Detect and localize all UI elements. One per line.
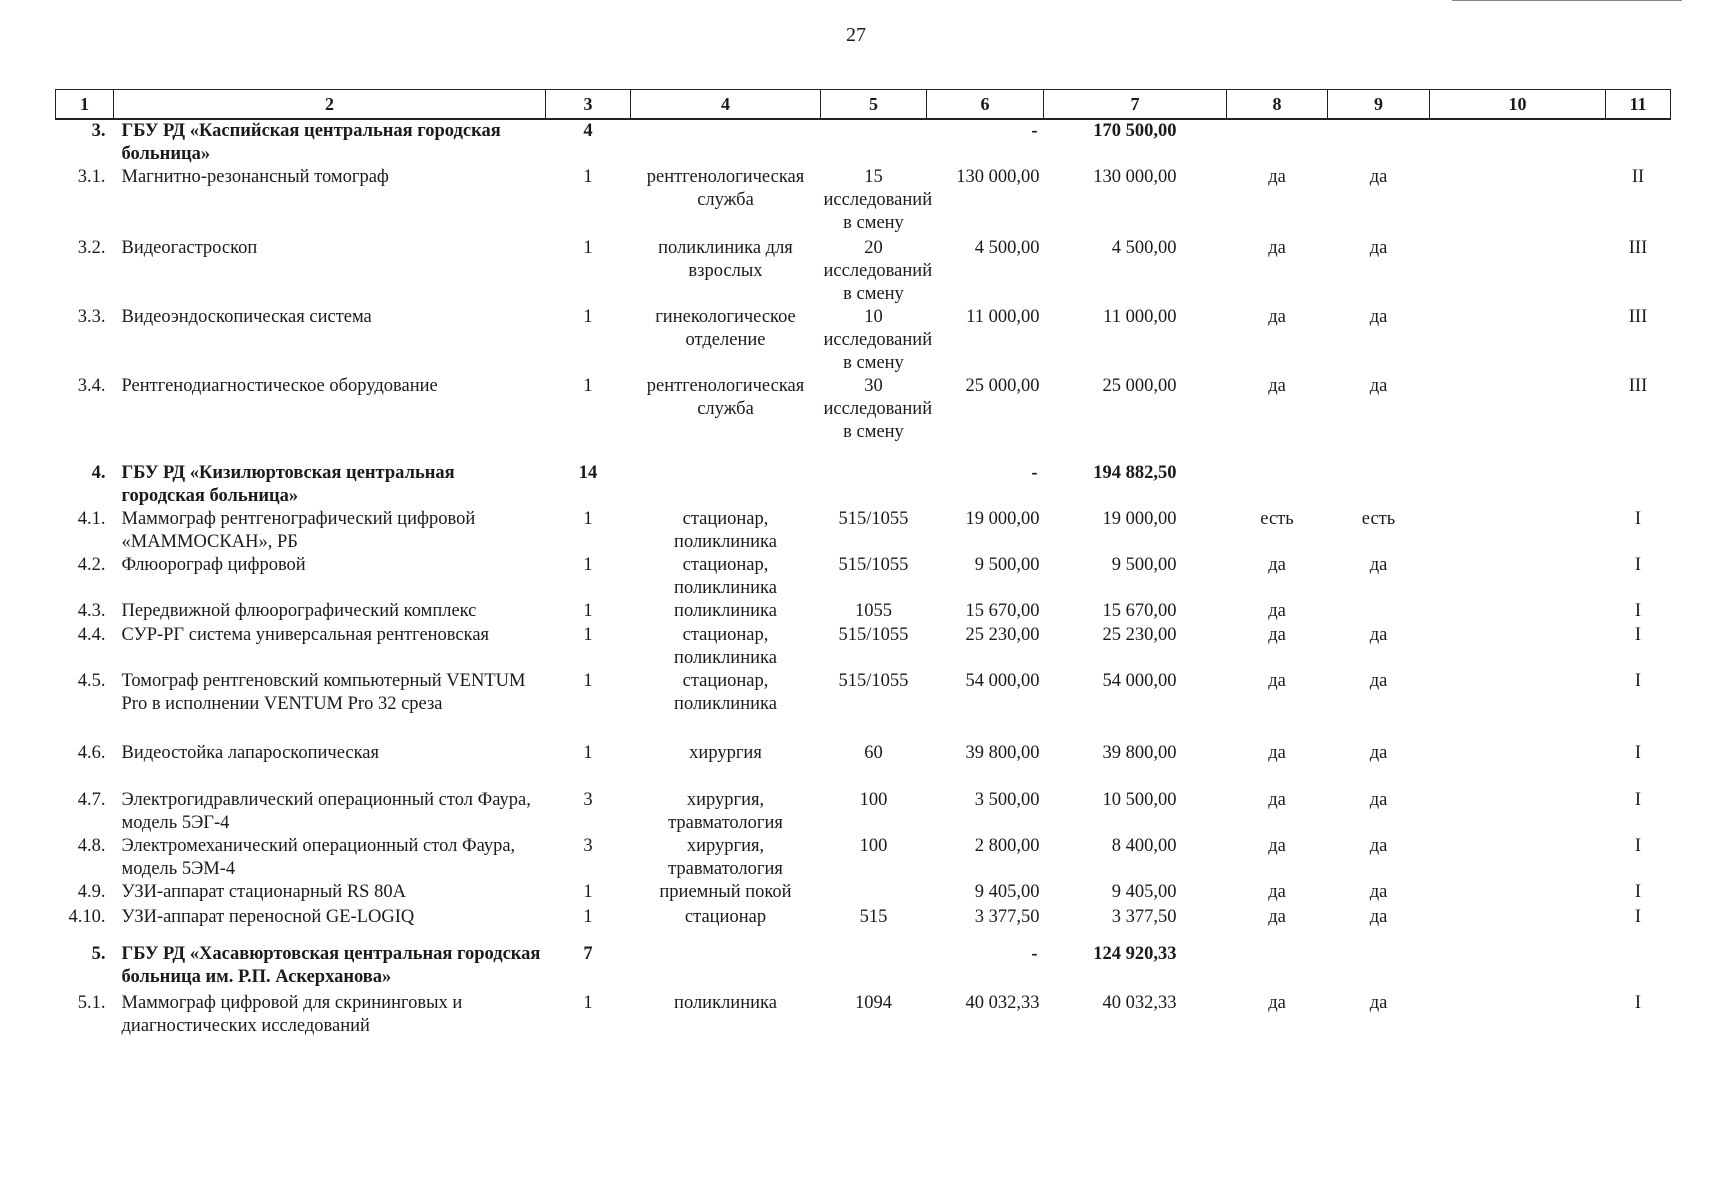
cell-c7: 9 500,00 [1111,555,1177,575]
cell-c4 [631,119,821,166]
cell-c11: III [1628,238,1648,258]
cell-c11: I [1634,907,1642,927]
table-row [56,624,1671,670]
cell-c5 [821,119,927,166]
cell-qty: 1 [583,625,593,645]
cell-name: Электромеханический операционный стол Фаура, модель 5ЭМ-4 [121,836,516,879]
cell-c5: 60 [864,743,883,763]
cell-c11: II [1631,167,1645,187]
cell-qty: 1 [583,671,593,691]
cell-c7: 25 000,00 [1102,376,1177,396]
cell-c5 [821,881,927,906]
cell-c9: да [1369,882,1388,902]
cell-c4: гинекологическое отделение [655,307,796,350]
cell-num: 4.4. [77,625,106,645]
cell-name: Томограф рентгеновский компьютерный VENTUM Pro в исполнении VENTUM Pro 32 среза [121,671,526,714]
column-header-9: 9 [1328,90,1430,120]
cell-qty: 3 [583,836,593,856]
cell-c8: да [1268,743,1286,763]
cell-c10 [1430,881,1606,906]
cell-c4: поликлиника для взрослых [658,238,793,281]
cell-c5: 20 исследований в смену [823,238,933,304]
table-row [56,742,1671,789]
cell-name: ГБУ РД «Кизилюртовская центральная городская больница» [121,463,455,506]
cell-c11: III [1628,376,1648,396]
cell-c8: да [1268,307,1286,327]
table-row [56,992,1671,1040]
cell-c11 [1606,462,1671,508]
cell-qty: 7 [583,944,593,964]
cell-c7: 39 800,00 [1102,743,1177,763]
cell-qty: 1 [583,376,593,396]
cell-c10 [1430,992,1606,1040]
equipment-table [55,89,1671,1040]
cell-qty: 4 [583,121,593,141]
cell-c7: 19 000,00 [1102,509,1177,529]
cell-c6: 3 377,50 [974,907,1040,927]
cell-c8 [1227,462,1328,508]
cell-c4: стационар, поликлиника [674,555,777,598]
cell-c9 [1328,462,1430,508]
cell-c4: стационар, поликлиника [674,509,777,552]
cell-name: СУР-РГ система универсальная рентгеновская [121,625,490,645]
table-row [56,306,1671,375]
cell-c6: - [1031,121,1038,141]
cell-c8: да [1268,836,1286,856]
column-header-5: 5 [821,90,927,120]
cell-c8 [1227,119,1328,166]
cell-qty: 1 [583,238,593,258]
column-header-4: 4 [631,90,821,120]
cell-c7: 170 500,00 [1093,121,1177,141]
cell-c8: да [1268,167,1286,187]
cell-c11 [1606,119,1671,166]
cell-c9: да [1369,743,1388,763]
cell-c10 [1430,375,1606,462]
table-row [56,906,1671,943]
cell-c4: поликлиника [674,993,777,1013]
cell-num: 3.3. [77,307,106,327]
cell-qty: 3 [583,790,593,810]
cell-c5: 1055 [855,601,892,621]
cell-c8: да [1268,907,1286,927]
cell-num: 4.10. [68,907,106,927]
cell-c7: 194 882,50 [1093,463,1177,483]
cell-c4: хирургия [689,743,762,763]
cell-c5 [821,943,927,992]
cell-c5: 515/1055 [838,671,909,691]
group-row [56,943,1671,992]
cell-qty: 1 [583,307,593,327]
cell-c7: 11 000,00 [1103,307,1177,327]
cell-num: 5. [91,944,106,964]
cell-c9: да [1369,555,1388,575]
cell-qty: 1 [583,167,593,187]
cell-num: 5.1. [77,993,106,1013]
cell-c6: 15 670,00 [965,601,1040,621]
table-row [56,554,1671,600]
cell-c8: да [1268,555,1286,575]
cell-c7: 25 230,00 [1102,625,1177,645]
cell-c11 [1606,943,1671,992]
cell-c6: 9 405,00 [974,882,1040,902]
table-header [56,90,1671,120]
cell-c10 [1430,906,1606,943]
cell-num: 4.2. [77,555,106,575]
page-number: 27 [846,24,866,46]
cell-c8: да [1268,882,1286,902]
cell-c5: 10 исследований в смену [823,307,933,373]
cell-c4: стационар, поликлиника [674,671,777,714]
cell-c8: да [1268,601,1286,621]
cell-c4: рентгенологическая служба [646,167,805,210]
cell-c8: да [1268,625,1286,645]
cell-c10 [1430,600,1606,624]
cell-c6: 39 800,00 [965,743,1040,763]
cell-c6: 2 800,00 [974,836,1040,856]
cell-c4: приемный покой [659,882,792,902]
cell-c9: да [1369,307,1388,327]
cell-c6: 25 230,00 [965,625,1040,645]
cell-num: 4.6. [77,743,106,763]
cell-c4 [631,462,821,508]
cell-c11: III [1628,307,1648,327]
cell-c6: - [1031,944,1038,964]
column-header-10: 10 [1430,90,1606,120]
table-row [56,789,1671,835]
cell-c11: I [1634,882,1642,902]
cell-c5 [821,462,927,508]
table-row [56,237,1671,306]
cell-c10 [1430,670,1606,742]
table-row [56,600,1671,624]
cell-c11: I [1634,625,1642,645]
cell-c9 [1328,943,1430,992]
cell-c11: I [1634,555,1642,575]
cell-c5: 15 исследований в смену [823,167,933,233]
cell-c11: I [1634,790,1642,810]
group-row [56,462,1671,508]
cell-name: Рентгенодиагностическое оборудование [121,376,438,396]
cell-c5: 515/1055 [838,509,909,529]
cell-name: Передвижной флюорографический комплекс [121,601,477,621]
cell-num: 4.8. [77,836,106,856]
cell-c10 [1430,166,1606,237]
cell-c9: да [1369,625,1388,645]
cell-c6: 130 000,00 [956,167,1040,187]
group-row [56,119,1671,166]
column-header-1: 1 [56,90,114,120]
cell-c9: да [1369,790,1388,810]
cell-c7: 130 000,00 [1093,167,1177,187]
cell-c7: 4 500,00 [1111,238,1177,258]
cell-c9 [1328,600,1430,624]
table-row [56,375,1671,462]
cell-c7: 54 000,00 [1102,671,1177,691]
column-header-7: 7 [1044,90,1227,120]
cell-c11: I [1634,743,1642,763]
cell-c5: 30 исследований в смену [823,376,933,442]
cell-c5: 100 [859,790,888,810]
cell-qty: 1 [583,743,593,763]
cell-name: УЗИ-аппарат переносной GE-LOGIQ [121,907,415,927]
cell-qty: 1 [583,882,593,902]
cell-c4: стационар, поликлиника [674,625,777,668]
cell-c9: да [1369,167,1388,187]
cell-num: 4.7. [77,790,106,810]
cell-num: 4.5. [77,671,106,691]
cell-num: 3.4. [77,376,106,396]
cell-name: ГБУ РД «Каспийская центральная городская больница» [121,121,501,164]
cell-c6: 11 000,00 [966,307,1040,327]
cell-c10 [1430,508,1606,554]
column-header-11: 11 [1606,90,1671,120]
cell-c11: I [1634,836,1642,856]
cell-num: 4.3. [77,601,106,621]
header-row [56,90,1671,120]
cell-name: Видеоэндоскопическая система [121,307,372,327]
cell-c6: 25 000,00 [965,376,1040,396]
cell-name: Магнитно-резонансный томограф [121,167,389,187]
cell-c10 [1430,554,1606,600]
cell-c6: 40 032,33 [965,993,1040,1013]
cell-name: ГБУ РД «Хасавюртовская центральная городская больница им. Р.П. Аскерханова» [121,944,541,987]
cell-c10 [1430,835,1606,881]
cell-c10 [1430,119,1606,166]
cell-num: 3.1. [77,167,106,187]
cell-c4: рентгенологическая служба [646,376,805,419]
cell-c6: - [1031,463,1038,483]
cell-c10 [1430,624,1606,670]
table-row [56,835,1671,881]
cell-name: Видеостойка лапароскопическая [121,743,380,763]
cell-c10 [1430,943,1606,992]
column-header-2: 2 [114,90,546,120]
cell-qty: 1 [583,509,593,529]
cell-c11: I [1634,509,1642,529]
column-header-6: 6 [927,90,1044,120]
cell-c4: хирургия, травматология [668,790,783,833]
cell-name: УЗИ-аппарат стационарный RS 80A [121,882,406,902]
cell-c9: да [1369,907,1388,927]
cell-c10 [1430,462,1606,508]
cell-c9: да [1369,836,1388,856]
table-row [56,881,1671,906]
cell-name: Маммограф рентгенографический цифровой «МАММОСКАН», РБ [121,509,476,552]
cell-c6: 54 000,00 [965,671,1040,691]
cell-c10 [1430,237,1606,306]
column-header-8: 8 [1227,90,1328,120]
cell-c8: да [1268,993,1286,1013]
cell-c4 [631,943,821,992]
table-row [56,166,1671,237]
column-header-3: 3 [546,90,631,120]
cell-c6: 9 500,00 [974,555,1040,575]
cell-c10 [1430,742,1606,789]
cell-c8: да [1268,238,1286,258]
cell-c8: да [1268,790,1286,810]
cell-qty: 1 [583,601,593,621]
cell-num: 3.2. [77,238,106,258]
cell-num: 3. [91,121,106,141]
cell-c9 [1328,119,1430,166]
cell-c5: 100 [859,836,888,856]
table-row [56,508,1671,554]
cell-c7: 10 500,00 [1102,790,1177,810]
cell-c5: 515/1055 [838,625,909,645]
cell-c7: 15 670,00 [1102,601,1177,621]
cell-c7: 40 032,33 [1102,993,1177,1013]
cell-c6: 3 500,00 [974,790,1040,810]
cell-c6: 19 000,00 [965,509,1040,529]
cell-qty: 1 [583,555,593,575]
cell-c4: стационар [684,907,767,927]
cell-c5: 515 [859,907,888,927]
cell-c10 [1430,789,1606,835]
cell-num: 4.9. [77,882,106,902]
table-row [56,670,1671,742]
table-body [56,119,1671,1040]
cell-c7: 8 400,00 [1111,836,1177,856]
cell-c8: да [1268,376,1286,396]
cell-c5: 515/1055 [838,555,909,575]
cell-num: 4. [91,463,106,483]
cell-c9: есть [1361,509,1396,529]
top-edge-rule [1452,0,1682,1]
cell-c8: есть [1260,509,1294,529]
cell-c6: 4 500,00 [974,238,1040,258]
cell-c9: да [1369,238,1388,258]
cell-name: Маммограф цифровой для скрининговых и диагностических исследований [121,993,463,1036]
cell-c10 [1430,306,1606,375]
cell-c8: да [1268,671,1286,691]
cell-num: 4.1. [77,509,106,529]
cell-c9: да [1369,376,1388,396]
cell-c4: хирургия, травматология [668,836,783,879]
cell-c5: 1094 [855,993,892,1013]
cell-name: Флюорограф цифровой [121,555,306,575]
cell-c4: поликлиника [674,601,777,621]
cell-c7: 3 377,50 [1111,907,1177,927]
cell-c7: 124 920,33 [1093,944,1177,964]
cell-c7: 9 405,00 [1111,882,1177,902]
cell-c11: I [1634,601,1642,621]
cell-c11: I [1634,993,1642,1013]
cell-qty: 1 [583,993,593,1013]
cell-c8 [1227,943,1328,992]
cell-qty: 14 [578,463,598,483]
cell-name: Электрогидравлический операционный стол Фаура, модель 5ЭГ-4 [121,790,531,833]
cell-c11: I [1634,671,1642,691]
cell-qty: 1 [583,907,593,927]
cell-c9: да [1369,671,1388,691]
cell-c9: да [1369,993,1388,1013]
cell-name: Видеогастроскоп [121,238,258,258]
